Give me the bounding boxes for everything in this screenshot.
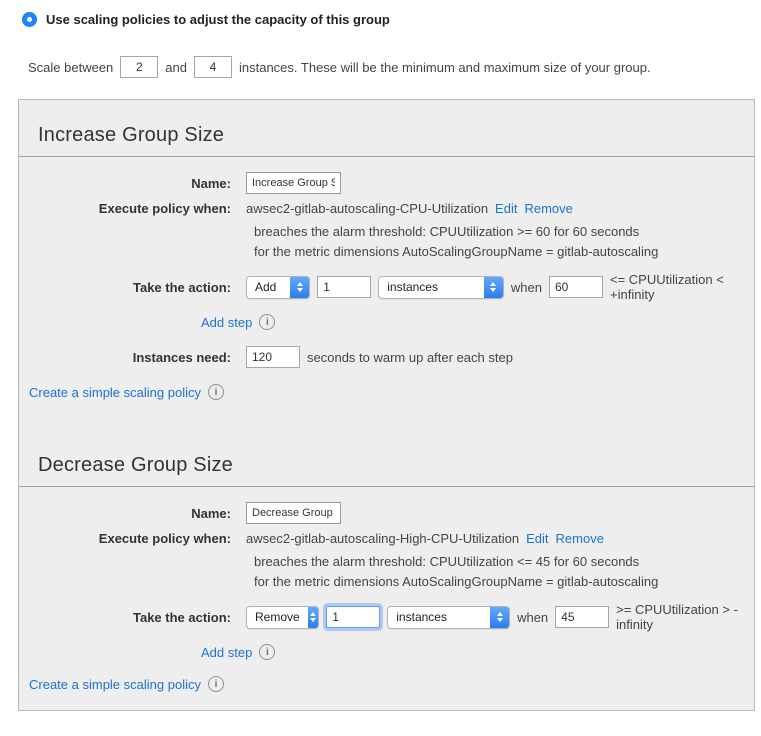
when-label: when [517,609,549,625]
select-stepper-icon [490,607,509,628]
action-verb-select[interactable] [246,276,310,299]
increase-section-title: Increase Group Size [19,100,754,157]
alarm-breach-text: breaches the alarm threshold: CPUUtilization >= 60 for 60 seconds [254,224,640,239]
add-step-row [201,644,754,660]
add-step-link[interactable]: Add step [201,644,253,660]
decrease-group-size-section [19,400,754,692]
action-verb-value: Add [255,280,277,294]
action-unit-value: instances [387,280,438,294]
scaling-policy-radio-row [22,12,761,27]
max-instances-input[interactable] [194,56,232,78]
edit-alarm-link[interactable]: Edit [526,531,549,546]
scale-and-text: and [165,59,187,75]
increase-group-size-section [19,100,754,400]
action-unit-select[interactable] [378,276,504,299]
take-action-label: Take the action: [132,609,231,625]
info-icon[interactable]: i [208,676,224,692]
info-icon[interactable]: i [259,314,275,330]
scale-between-row [28,56,761,78]
add-step-link[interactable]: Add step [201,314,253,330]
info-icon[interactable]: i [259,644,275,660]
warmup-suffix-text: seconds to warm up after each step [307,349,513,365]
alarm-name-text: awsec2-gitlab-autoscaling-CPU-Utilization [246,201,489,216]
execute-policy-row [19,531,754,546]
policy-name-input[interactable] [246,502,341,524]
name-row [19,172,754,194]
select-stepper-icon [308,607,319,628]
take-action-row [19,602,754,632]
info-icon[interactable]: i [208,384,224,400]
remove-alarm-link[interactable]: Remove [555,531,604,546]
name-label: Name: [191,175,231,191]
action-amount-input[interactable] [317,276,371,298]
warmup-label: Instances need: [132,349,231,365]
when-label: when [510,279,542,295]
warmup-seconds-input[interactable] [246,346,300,368]
action-unit-value: instances [396,610,447,624]
execute-policy-row [19,201,754,216]
execute-policy-label: Execute policy when: [98,201,231,216]
action-verb-value: Remove [255,610,300,624]
take-action-label: Take the action: [132,279,231,295]
create-simple-policy-row [29,676,754,692]
scaling-policies-panel [18,99,755,711]
alarm-name-text: awsec2-gitlab-autoscaling-High-CPU-Utilization [246,531,520,546]
warmup-row [19,346,754,368]
name-label: Name: [191,505,231,521]
create-simple-policy-row [29,384,754,400]
condition-text: >= CPUUtilization > -infinity [616,602,738,632]
add-step-row [201,314,754,330]
min-instances-input[interactable] [120,56,158,78]
scale-prefix-text: Scale between [28,59,114,75]
policy-name-input[interactable] [246,172,341,194]
select-stepper-icon [484,277,503,298]
radio-selected-icon[interactable] [22,12,37,27]
scaling-policy-radio-label: Use scaling policies to adjust the capacity of this group [46,12,390,27]
alarm-dimensions-text: for the metric dimensions AutoScalingGroupName = gitlab-autoscaling [254,244,659,259]
decrease-section-title: Decrease Group Size [19,400,754,487]
condition-text: <= CPUUtilization < +infinity [610,272,724,302]
alarm-dimensions-text: for the metric dimensions AutoScalingGroupName = gitlab-autoscaling [254,574,659,589]
select-stepper-icon [290,277,309,298]
edit-alarm-link[interactable]: Edit [495,201,518,216]
execute-policy-label: Execute policy when: [98,531,231,546]
alarm-breach-text: breaches the alarm threshold: CPUUtilization <= 45 for 60 seconds [254,554,640,569]
threshold-input[interactable] [549,276,603,298]
action-unit-select[interactable] [387,606,510,629]
create-simple-policy-link[interactable]: Create a simple scaling policy [29,384,201,400]
remove-alarm-link[interactable]: Remove [524,201,573,216]
threshold-input[interactable] [555,606,609,628]
action-amount-input[interactable] [326,606,380,628]
take-action-row [19,272,754,302]
action-verb-select[interactable] [246,606,319,629]
create-simple-policy-link[interactable]: Create a simple scaling policy [29,676,201,692]
name-row [19,502,754,524]
scale-suffix-text: instances. These will be the minimum and maximum size of your group. [238,59,651,75]
